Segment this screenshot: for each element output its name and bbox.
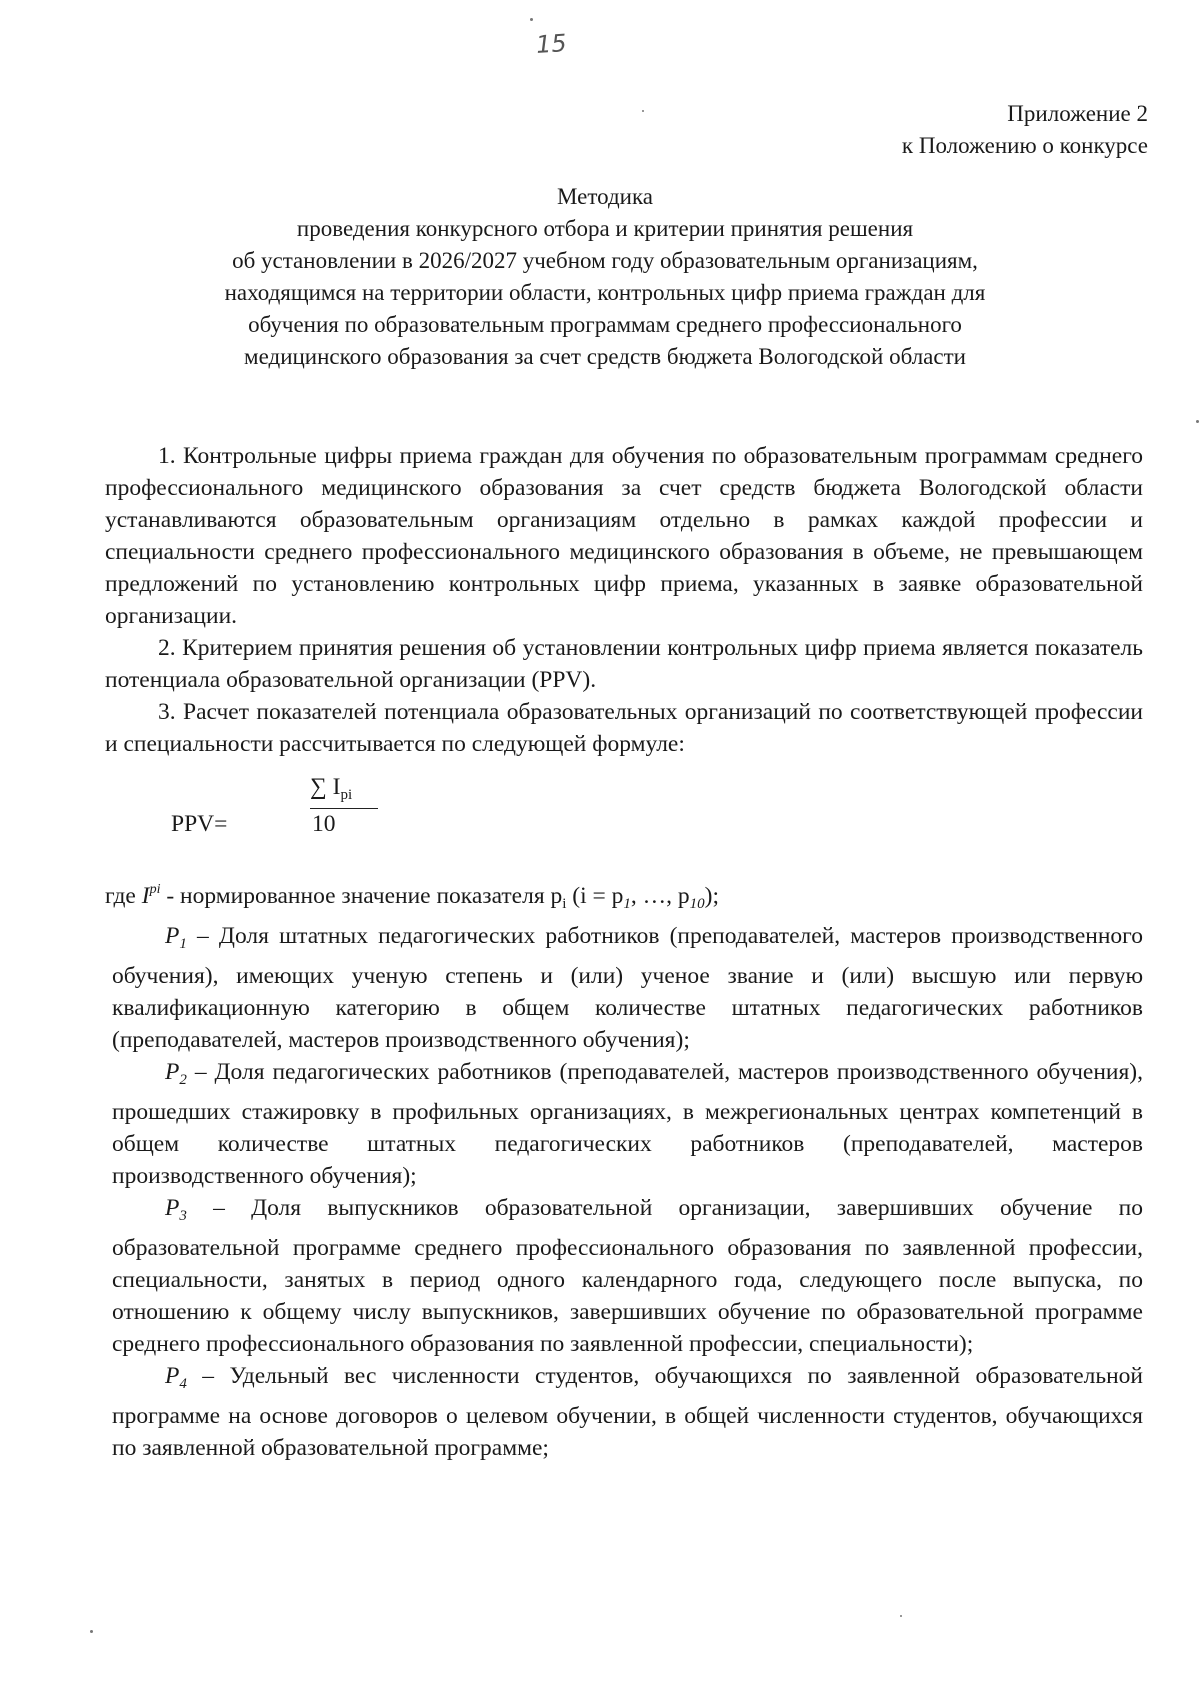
criterion-text: – Доля педагогических работников (преподавателей, мастеров производственного обучения), прошедших стажировку в профильных организациях, в межрегиональных центрах компетенций в общем количестве штатных педагогических работников (преподавателей, мастеров производственного обучения); xyxy=(112,1059,1143,1189)
criterion-var: P xyxy=(165,1059,180,1085)
criterion-p2 xyxy=(112,1056,1143,1192)
criterion-p4 xyxy=(112,1360,1143,1464)
where-range-sub2: 10 xyxy=(689,896,705,912)
where-range-sub1: 1 xyxy=(623,896,631,912)
heading-line: обучения по образовательным программам среднего профессионального xyxy=(248,312,962,337)
criterion-text: – Удельный вес численности студентов, обучающихся по заявленной образовательной программе на основе договоров о целевом обучении, в общей численности студентов, обучающихся по заявленной образовательной программе; xyxy=(112,1363,1143,1461)
where-p-sub: i xyxy=(562,896,567,912)
formula-legend xyxy=(105,874,1143,920)
scan-speck xyxy=(530,18,533,21)
criterion-var: P xyxy=(165,1195,180,1221)
scan-speck xyxy=(1196,420,1199,423)
where-range: (i = p xyxy=(566,883,624,909)
annex-reference xyxy=(902,98,1148,162)
annex-line-2: к Положению о конкурсе xyxy=(901,133,1148,158)
criterion-text: – Доля штатных педагогических работников (преподавателей, мастеров производственного обучения), имеющих ученую степень и (или) ученое звание и (или) высшую или первую квалификационную категорию в общем количестве штатных педагогических работников (преподавателей, мастеров производственного обучения); xyxy=(112,923,1143,1053)
criterion-sub: 4 xyxy=(179,1376,187,1392)
where-range-end: ); xyxy=(704,883,720,909)
scan-speck xyxy=(642,110,644,112)
criterion-sub: 2 xyxy=(179,1072,187,1088)
document-body xyxy=(105,440,1143,1464)
numerator-text: ∑ I xyxy=(310,774,341,800)
criterion-sub: 1 xyxy=(179,936,187,952)
criteria-list xyxy=(105,920,1143,1464)
criterion-p1 xyxy=(112,920,1143,1056)
document-title: Методика xyxy=(557,184,653,209)
scan-speck xyxy=(900,1615,902,1617)
formula-lhs: PPV= xyxy=(171,811,228,837)
formula-denominator: 10 xyxy=(312,811,336,837)
formula-numerator xyxy=(310,774,378,809)
heading-line: медицинского образования за счет средств бюджета Вологодской области xyxy=(244,344,966,369)
paragraph-1: 1. Контрольные цифры приема граждан для обучения по образовательным программам среднего профессионального медицинского образования за счет средств бюджета Вологодской области устанавливаются образовательным организациям отдельно в рамках каждой профессии и специальности среднего профессионального медицинского образования в объеме, не превышающем предложений по установлению контрольных цифр приема, указанных в заявке образовательной организации. xyxy=(105,443,1143,629)
heading-line: проведения конкурсного отбора и критерии принятия решения xyxy=(296,216,914,241)
criterion-var: P xyxy=(165,923,180,949)
criterion-sub: 3 xyxy=(179,1208,187,1224)
annex-line-1: Приложение 2 xyxy=(1007,101,1148,126)
criterion-text: – Доля выпускников образовательной организации, завершивших обучение по образовательной программе среднего профессионального образования по заявленной профессии, специальности, занятых в период одного календарного года, следующего после выпуска, по отношению к общему числу выпускников, завершивших обучение по образовательной программе среднего профессионального образования по заявленной профессии, специальности); xyxy=(112,1195,1143,1357)
heading-line: об установлении в 2026/2027 учебном году образовательным организациям, xyxy=(232,248,978,273)
where-symbol-sub: pi xyxy=(149,882,161,897)
where-symbol: I xyxy=(141,883,150,909)
paragraph-3: 3. Расчет показателей потенциала образовательных организаций по соответствующей профессии и специальности рассчитывается по следующей формуле: xyxy=(105,699,1143,757)
where-p: p xyxy=(550,883,563,909)
ppv-formula xyxy=(105,764,1143,852)
handwritten-page-number: 15 xyxy=(535,28,568,60)
heading-line: находящимся на территории области, контрольных цифр приема граждан для xyxy=(224,280,986,305)
where-prefix: где xyxy=(105,883,136,909)
where-range-mid: , …, p xyxy=(630,883,690,909)
numerator-subscript: pi xyxy=(340,787,353,803)
criterion-p3 xyxy=(112,1192,1143,1360)
scan-speck xyxy=(90,1630,93,1633)
where-text: - нормированное значение показателя xyxy=(160,883,551,909)
document-heading xyxy=(105,181,1105,373)
paragraph-2: 2. Критерием принятия решения об установлении контрольных цифр приема является показатель потенциала образовательной организации (PPV). xyxy=(105,635,1143,693)
criterion-var: P xyxy=(165,1363,180,1389)
